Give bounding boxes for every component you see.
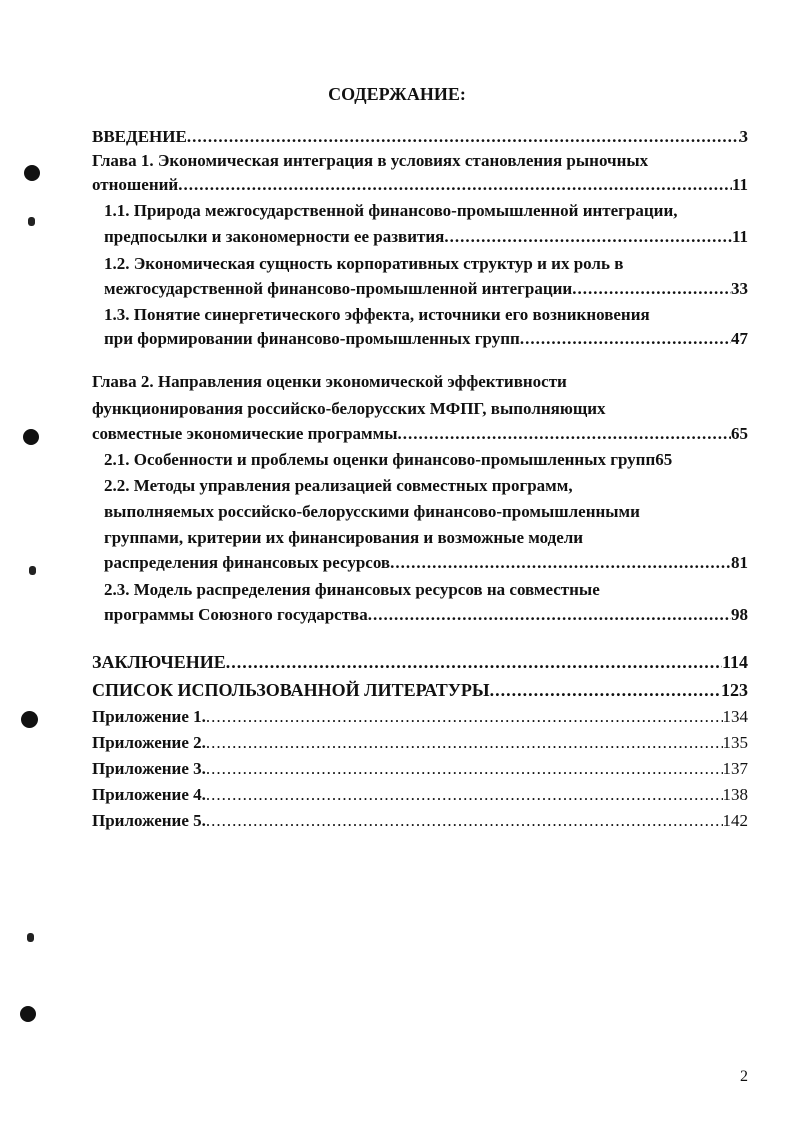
toc-entry-appendix-2 xyxy=(92,730,748,755)
toc-entry-text: программы Союзного государства xyxy=(104,605,368,624)
toc-entry-text: межгосударственной финансово-промышленной интеграции xyxy=(104,279,573,298)
toc-page-number: 114 xyxy=(721,652,748,672)
leader-dots xyxy=(398,421,732,446)
toc-entry-text: ЗАКЛЮЧЕНИЕ xyxy=(92,652,226,672)
toc-entry-chapter-1 xyxy=(92,148,748,173)
page-number: 2 xyxy=(740,1068,748,1085)
toc-page-number: 135 xyxy=(722,733,748,752)
toc-page-number: 3 xyxy=(739,127,748,146)
toc-entry-section-1-2 xyxy=(104,251,748,276)
toc-entry-appendix-5 xyxy=(92,808,748,833)
toc-entry-text: совместные экономические программы xyxy=(92,424,398,443)
toc-entry-section-1-3-end xyxy=(104,326,748,351)
toc-entry-text: 2.1. Особенности и проблемы оценки финансово-промышленных групп xyxy=(104,450,656,469)
toc-entry-section-1-1 xyxy=(104,198,748,223)
toc-page-number: 142 xyxy=(722,811,748,830)
leader-dots xyxy=(390,550,731,575)
leader-dots xyxy=(206,730,723,755)
toc-page-number: 98 xyxy=(731,605,748,624)
toc-entry-text: Приложение 4. xyxy=(92,785,206,804)
toc-entry-section-2-2 xyxy=(104,473,748,498)
toc-entry-text: 2.2. Методы управления реализацией совместных программ, xyxy=(104,476,573,495)
toc-entry-section-2-2-line-3 xyxy=(104,525,748,550)
leader-dots xyxy=(206,808,723,833)
toc-entry-chapter-1-end xyxy=(92,172,748,197)
toc-entry-text: отношений xyxy=(92,175,179,194)
toc-entry-chapter-2-end xyxy=(92,421,748,446)
toc-entry-text: 2.3. Модель распределения финансовых ресурсов на совместные xyxy=(104,580,600,599)
toc-entry-text: Глава 2. Направления оценки экономической эффективности xyxy=(92,372,567,391)
toc-page-number: 33 xyxy=(731,279,748,298)
leader-dots xyxy=(178,172,732,197)
toc-page-number: 81 xyxy=(731,553,748,572)
scan-speck-mark xyxy=(28,217,35,226)
toc-page-number: 47 xyxy=(731,329,748,348)
toc-page-number: 137 xyxy=(722,759,748,778)
leader-dots xyxy=(572,276,731,301)
toc-entry-text: ВВЕДЕНИЕ xyxy=(92,127,187,146)
toc-entry-section-2-2-end xyxy=(104,550,748,575)
toc-entry-introduction xyxy=(92,124,748,149)
binder-hole-mark xyxy=(24,165,40,181)
toc-entry-appendix-4 xyxy=(92,782,748,807)
toc-entry-text: Глава 1. Экономическая интеграция в условиях становления рыночных xyxy=(92,151,649,170)
toc-entry-section-2-1 xyxy=(104,447,748,472)
toc-entry-text: предпосылки и закономерности ее развития xyxy=(104,227,445,246)
leader-dots xyxy=(368,602,731,627)
leader-dots xyxy=(444,224,732,249)
leader-dots xyxy=(206,704,723,729)
toc-entry-conclusion xyxy=(92,650,748,675)
toc-entry-text: 1.3. Понятие синергетического эффекта, источники его возникновения xyxy=(104,305,650,324)
toc-page-number: 65 xyxy=(731,424,748,443)
toc-entry-section-1-2-end xyxy=(104,276,748,301)
toc-entry-text: Приложение 5. xyxy=(92,811,206,830)
toc-page-number: 11 xyxy=(731,227,748,246)
toc-entry-text: выполняемых российско-белорусскими финансово-промышленными xyxy=(104,502,640,521)
leader-dots xyxy=(206,782,723,807)
toc-entry-bibliography xyxy=(92,678,748,703)
binder-hole-mark xyxy=(23,429,39,445)
toc-entry-text: 1.2. Экономическая сущность корпоративных структур и их роль в xyxy=(104,254,624,273)
toc-entry-text: группами, критерии их финансирования и возможные модели xyxy=(104,528,584,547)
toc-page-number: 65 xyxy=(655,450,673,469)
leader-dots xyxy=(187,124,740,149)
leader-dots xyxy=(206,756,723,781)
toc-entry-section-2-3 xyxy=(104,577,748,602)
toc-entry-text: Приложение 2. xyxy=(92,733,206,752)
toc-page-number: 123 xyxy=(721,680,748,700)
toc-entry-text: 1.1. Природа межгосударственной финансово-промышленной интеграции, xyxy=(104,201,678,220)
toc-entry-section-1-1-end xyxy=(104,224,748,249)
binder-hole-mark xyxy=(21,711,38,728)
page-title: СОДЕРЖАНИЕ: xyxy=(328,84,466,104)
scan-speck-mark xyxy=(29,566,36,575)
toc-entry-section-2-2-line-2 xyxy=(104,499,748,524)
toc-entry-section-2-3-end xyxy=(104,602,748,627)
toc-entry-appendix-1 xyxy=(92,704,748,729)
leader-dots xyxy=(490,678,721,703)
toc-page-number: 134 xyxy=(722,707,748,726)
toc-page-number: 138 xyxy=(722,785,748,804)
toc-entry-text: Приложение 1. xyxy=(92,707,206,726)
leader-dots xyxy=(226,650,722,675)
binder-hole-mark xyxy=(20,1006,36,1022)
toc-entry-text: функционирования российско-белорусских МФПГ, выполняющих xyxy=(92,399,606,418)
toc-entry-text: при формировании финансово-промышленных групп xyxy=(104,329,520,348)
toc-entry-section-1-3 xyxy=(104,302,748,327)
toc-entry-chapter-2-line-2 xyxy=(92,396,748,421)
toc-entry-text: распределения финансовых ресурсов xyxy=(104,553,391,572)
toc-entry-text: Приложение 3. xyxy=(92,759,206,778)
toc-page-number: 11 xyxy=(731,175,748,194)
leader-dots xyxy=(520,326,731,351)
toc-entry-chapter-2 xyxy=(92,369,748,394)
toc-entry-text: СПИСОК ИСПОЛЬЗОВАННОЙ ЛИТЕРАТУРЫ xyxy=(92,680,490,700)
toc-entry-appendix-3 xyxy=(92,756,748,781)
scan-speck-mark xyxy=(27,933,34,942)
